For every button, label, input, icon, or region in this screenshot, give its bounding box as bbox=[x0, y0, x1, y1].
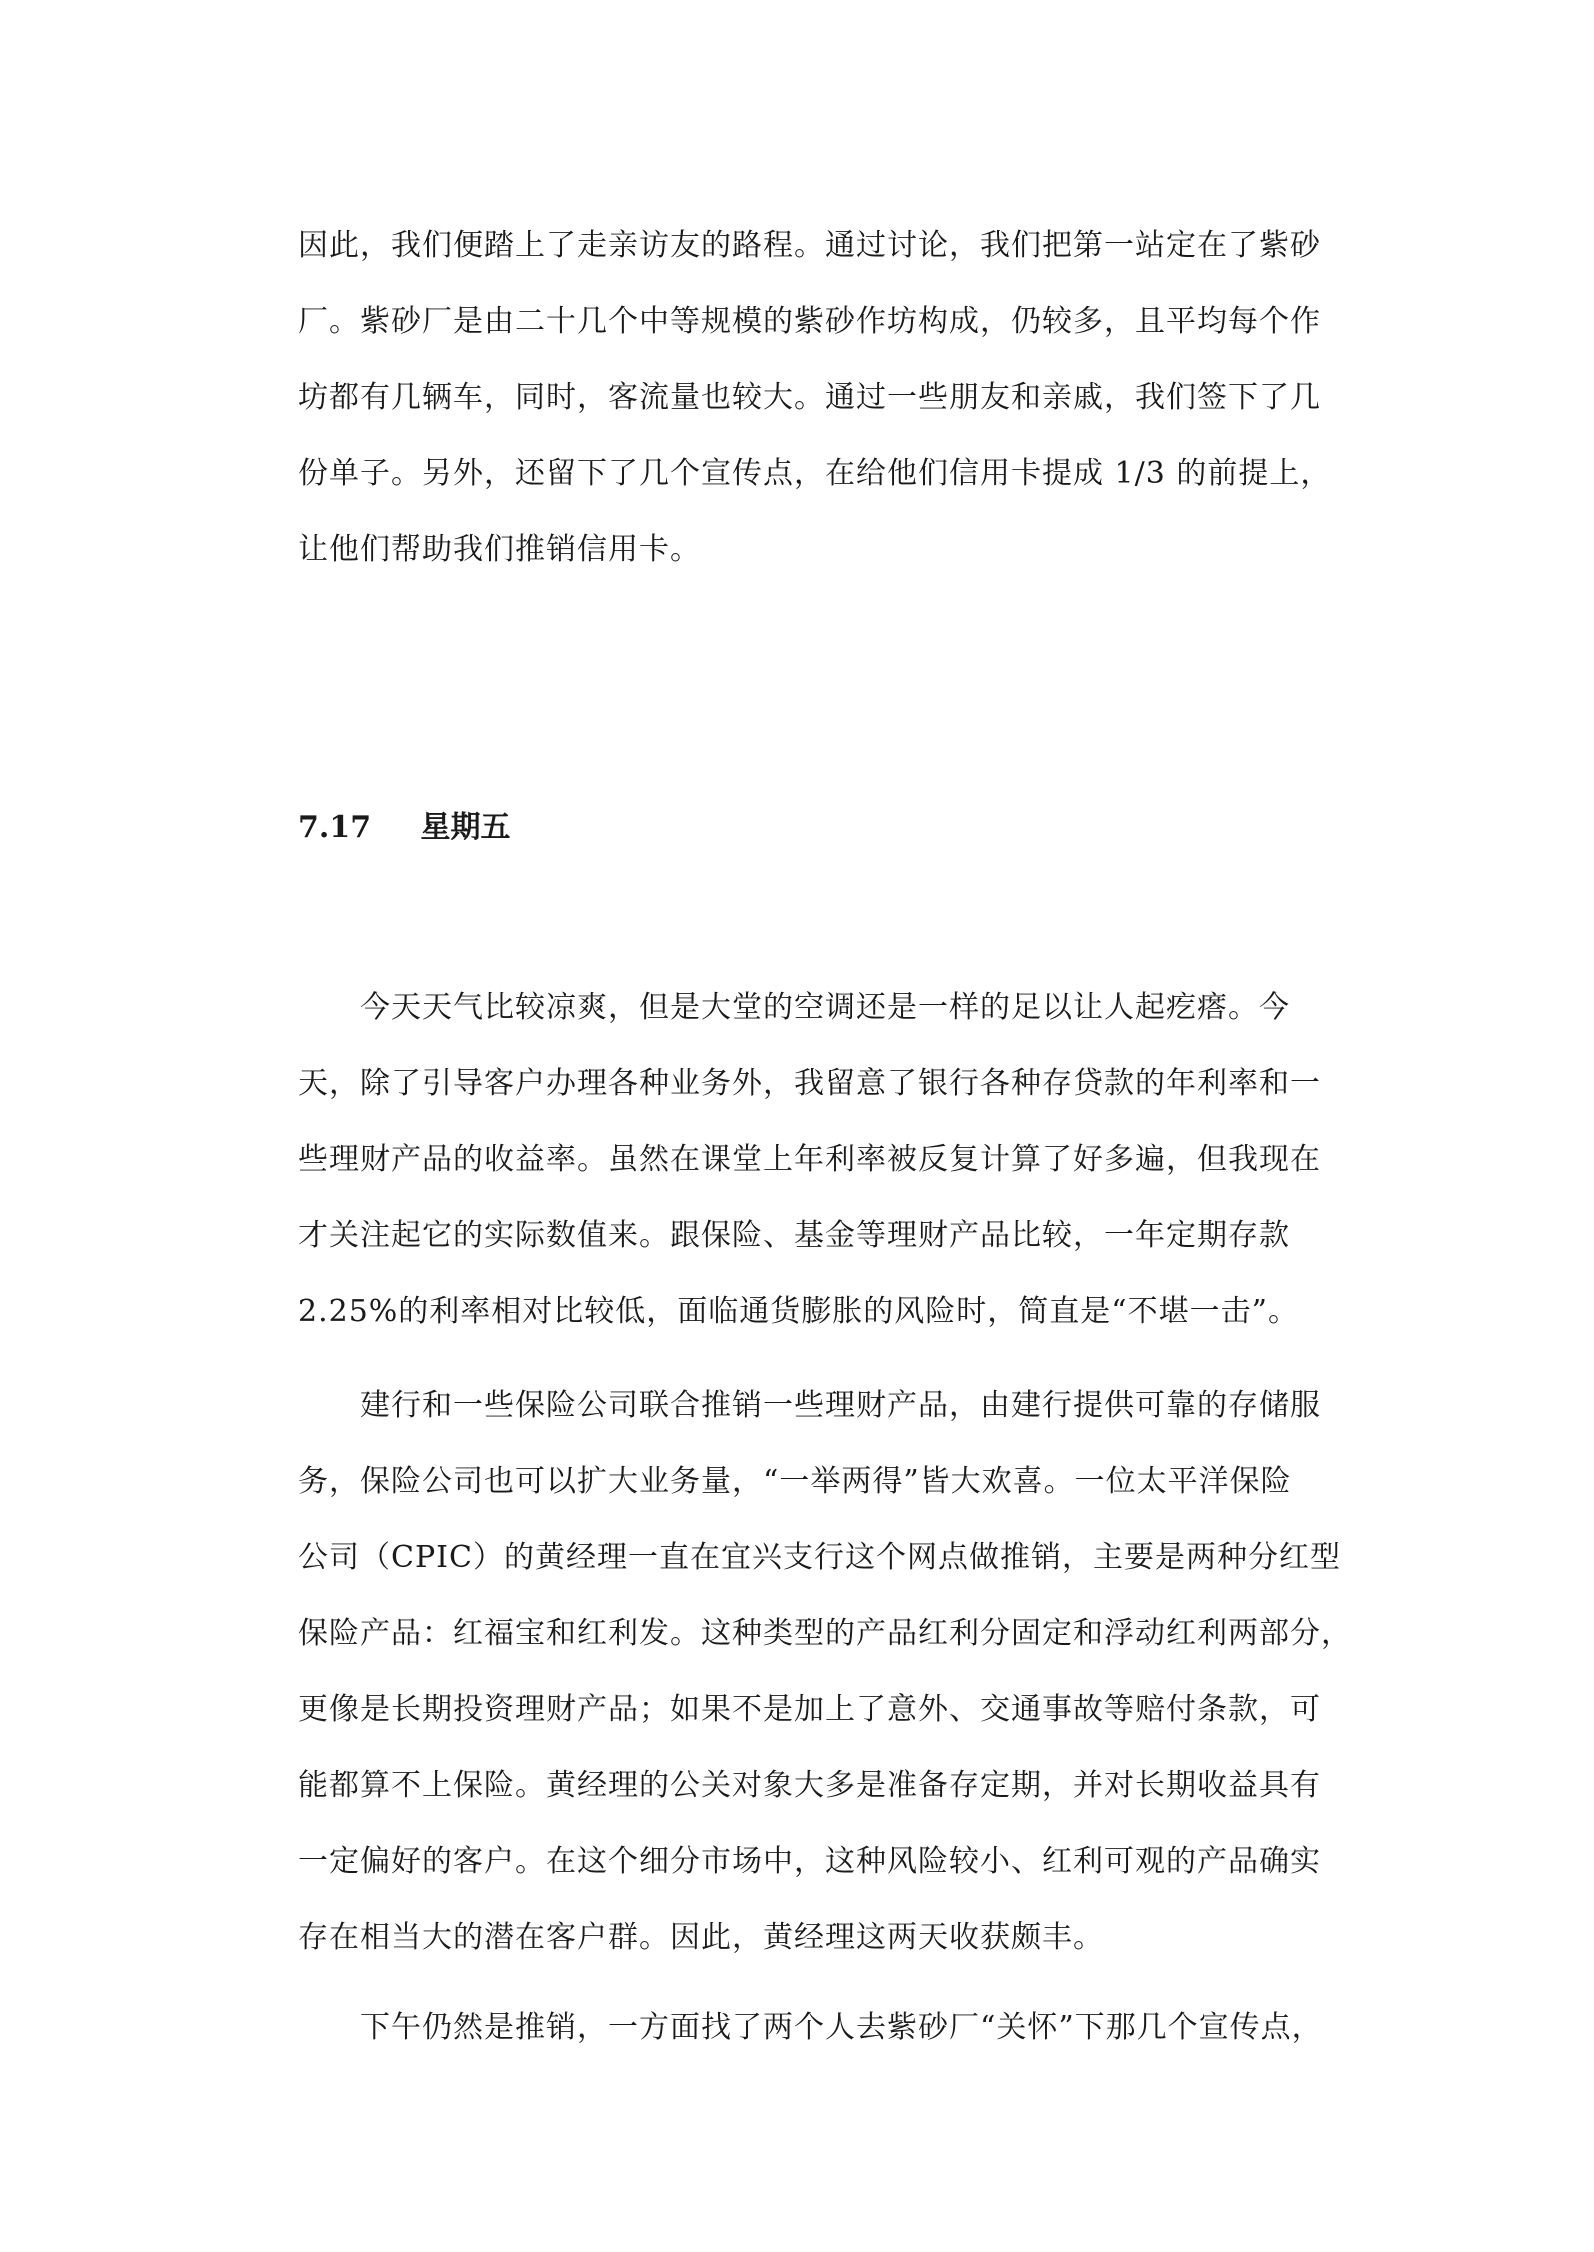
paragraph-2 bbox=[298, 1368, 1352, 1976]
paragraph-intro bbox=[298, 208, 1343, 588]
paragraph-3 bbox=[298, 1990, 1343, 2066]
text-line: 天，除了引导客户办理各种业务外，我留意了银行各种存贷款的年利率和一 bbox=[298, 1066, 1321, 1101]
text-line: 务，保险公司也可以扩大业务量，“一举两得”皆大欢喜。一位太平洋保险 bbox=[298, 1464, 1292, 1499]
text-line: 才关注起它的实际数值来。跟保险、基金等理财产品比较，一年定期存款 bbox=[298, 1218, 1290, 1253]
section-weekday: 星期五 bbox=[420, 810, 511, 845]
text-line: 能都算不上保险。黄经理的公关对象大多是准备存定期，并对长期收益具有 bbox=[298, 1768, 1321, 1803]
text-line: 厂。紫砂厂是由二十几个中等规模的紫砂作坊构成，仍较多，且平均每个作 bbox=[298, 304, 1321, 339]
text-line: 公司（CPIC）的黄经理一直在宜兴支行这个网点做推销，主要是两种分红型 bbox=[298, 1540, 1341, 1575]
paragraph-1 bbox=[298, 970, 1343, 1350]
text-line: 2.25%的利率相对比较低，面临通货膨胀的风险时，简直是“不堪一击”。 bbox=[298, 1294, 1299, 1329]
section-date: 7.17 bbox=[298, 810, 372, 845]
text-line: 让他们帮助我们推销信用卡。 bbox=[298, 532, 701, 567]
text-line: 些理财产品的收益率。虽然在课堂上年利率被反复计算了好多遍，但我现在 bbox=[298, 1142, 1321, 1177]
text-line: 因此，我们便踏上了走亲访友的路程。通过讨论，我们把第一站定在了紫砂 bbox=[298, 228, 1321, 263]
text-line: 存在相当大的潜在客户群。因此，黄经理这两天收获颇丰。 bbox=[298, 1920, 1104, 1955]
text-line: 坊都有几辆车，同时，客流量也较大。通过一些朋友和亲戚，我们签下了几 bbox=[298, 380, 1321, 415]
text-line: 今天天气比较凉爽，但是大堂的空调还是一样的足以让人起疙瘩。今 bbox=[360, 990, 1290, 1025]
text-line: 保险产品：红福宝和红利发。这种类型的产品红利分固定和浮动红利两部分， bbox=[298, 1616, 1352, 1651]
text-line: 份单子。另外，还留下了几个宣传点，在给他们信用卡提成 1/3 的前提上， bbox=[298, 456, 1332, 491]
text-line: 下午仍然是推销，一方面找了两个人去紫砂厂“关怀”下那几个宣传点， bbox=[360, 2010, 1323, 2045]
text-line: 一定偏好的客户。在这个细分市场中，这种风险较小、红利可观的产品确实 bbox=[298, 1844, 1321, 1879]
text-line: 建行和一些保险公司联合推销一些理财产品，由建行提供可靠的存储服 bbox=[360, 1388, 1321, 1423]
section-heading bbox=[298, 790, 510, 866]
text-line: 更像是长期投资理财产品；如果不是加上了意外、交通事故等赔付条款，可 bbox=[298, 1692, 1321, 1727]
